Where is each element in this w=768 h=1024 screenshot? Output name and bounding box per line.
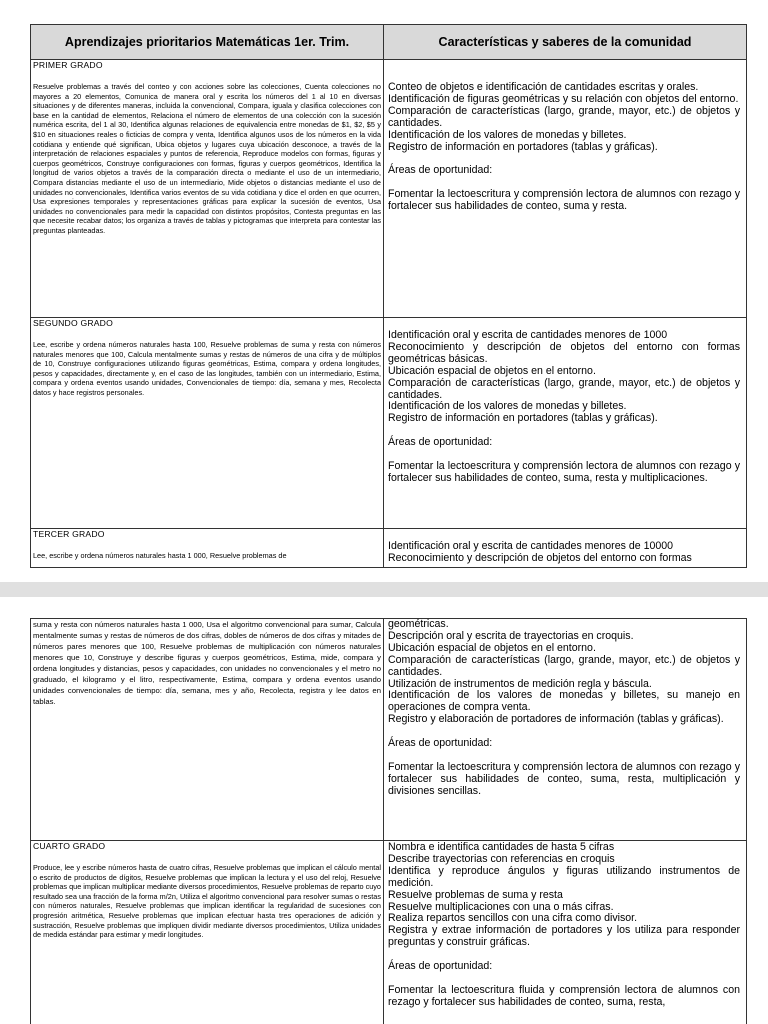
saber-line: Comparación de características (largo, grande, mayor, etc.) de objetos y cantidades. xyxy=(388,104,740,129)
header-caracteristicas: Características y saberes de la comunidad xyxy=(384,25,746,59)
cell-tercer-grado xyxy=(31,529,383,568)
saber-line: Identifica y reproduce ángulos y figuras utilizando instrumentos de medición. xyxy=(388,864,740,889)
saber-line: Descripción oral y escrita de trayectorias en croquis. xyxy=(388,629,634,642)
saber-line: Ubicación espacial de objetos en el entorno. xyxy=(388,641,596,654)
fomentar-text: Fomentar la lectoescritura fluida y comprensión lectora de alumnos con rezago y fortalecer sus habilidades de conteo, suma, resta, xyxy=(388,984,740,1008)
learning-table-continued xyxy=(30,618,747,1024)
areas-heading: Áreas de oportunidad: xyxy=(388,960,493,973)
areas-heading: Áreas de oportunidad: xyxy=(388,737,493,750)
saber-line: Nombra e identifica cantidades de hasta 5 cifras xyxy=(388,842,615,853)
saber-line: Realiza repartos sencillos con una cifra como divisor. xyxy=(388,912,638,925)
cell-segundo-grado xyxy=(31,318,383,526)
saber-line: Describe trayectorias con referencias en croquis xyxy=(388,852,615,865)
fomentar-text: Fomentar la lectoescritura y comprensión lectora de alumnos con rezago y fortalecer sus habilidades de conteo, suma, resta, multiplicación y divisiones sencillas. xyxy=(388,761,740,797)
fomentar-text: Fomentar la lectoescritura y comprensión lectora de alumnos con rezago y fortalecer sus habilidades de conteo, suma, resta y multiplicaciones. xyxy=(388,460,740,485)
grade-label: PRIMER GRADO xyxy=(33,60,103,70)
saber-line: Identificación oral y escrita de cantidades menores de 10000 xyxy=(388,541,674,552)
cell-cuarto-saberes xyxy=(388,842,740,1024)
saber-line: Identificación de figuras geométricas y su relación con objetos del entorno. xyxy=(388,92,739,105)
grade-label: TERCER GRADO xyxy=(33,529,105,539)
saber-line: Ubicación espacial de objetos en el entorno. xyxy=(388,364,596,377)
grade-label: CUARTO GRADO xyxy=(33,841,106,851)
saber-line: Comparación de características (largo, grande, mayor, etc.) de objetos y cantidades. xyxy=(388,653,740,678)
cell-primer-grado xyxy=(31,60,383,316)
fomentar-text: Fomentar la lectoescritura y comprensión lectora de alumnos con rezago y fortalecer sus habilidades de conteo, suma y resta. xyxy=(388,188,740,213)
header-aprendizajes: Aprendizajes prioritarios Matemáticas 1er. Trim. xyxy=(31,25,383,59)
saber-line: Identificación de los valores de monedas y billetes, su manejo en operaciones de compra venta. xyxy=(388,689,740,714)
aprendizajes-text: Lee, escribe y ordena números naturales hasta 1 000, Resuelve problemas de xyxy=(33,551,287,560)
saber-line: Resuelve multiplicaciones con una o más cifras. xyxy=(388,900,614,913)
saber-line: Identificación de los valores de monedas y billetes. xyxy=(388,128,627,141)
saber-line: Identificación oral y escrita de cantidades menores de 1000 xyxy=(388,330,668,341)
saber-line: Conteo de objetos e identificación de cantidades escritas y orales. xyxy=(388,82,699,93)
saber-line: Registro y elaboración de portadores de información (tablas y gráficas). xyxy=(388,713,724,726)
column-divider xyxy=(383,25,384,567)
saber-line: Reconocimiento y descripción de objetos del entorno con formas geométricas básicas. xyxy=(388,340,740,365)
saber-line: Reconocimiento y descripción de objetos del entorno con formas xyxy=(388,551,692,564)
saber-line: geométricas. xyxy=(388,619,449,630)
cell-tercer-saberes xyxy=(388,541,740,568)
page-2 xyxy=(0,597,768,1024)
saber-line: Identificación de los valores de monedas y billetes. xyxy=(388,400,627,413)
cell-tercer-grado-cont xyxy=(31,619,383,839)
aprendizajes-text: Lee, escribe y ordena números naturales hasta 100, Resuelve problemas de suma y resta con números naturales menores que 100, Calcula mentalmente sumas y restas de números de una cifra y de múltiplos de 10, Construye configuraciones utilizando figuras geométricas, Estima, compara y ordena longitudes, pesos y capacidades, directamente y, en el caso de las longitudes, también con un intermediario, Estima, compara y ordena eventos usando unidades, Convencionales de tiempo: día, semana y mes, Recolecta datos y hace registros personales. xyxy=(33,340,381,397)
saber-line: Registro de información en portadores (tablas y gráficas). xyxy=(388,140,658,153)
aprendizajes-text: Produce, lee y escribe números hasta de cuatro cifras, Resuelve problemas que implican el cálculo mental o escrito de productos de dígitos, Resuelve problemas que implican la lectura y el uso del reloj, Resuelve problemas que implican multiplicar mediante diversos procedimientos, Resuelve problemas de reparto cuyo resultado sea una fracción de la forma m/2n, Utiliza el algoritmo convencional para resolver sumas o restas con números naturales, Resuelve problemas que implican identificar la regularidad de sucesiones con progresión aritmética, Resuelve problemas que implican efectuar hasta tres operaciones de adición y sustracción, Resuelve problemas que impliquen dividir mediante diversos procedimientos, Utiliza unidades de medida estándar para estimar y medir longitudes. xyxy=(33,863,381,940)
saber-line: Comparación de características (largo, grande, mayor, etc.) de objetos y cantidades. xyxy=(388,376,740,401)
saber-line: Utilización de instrumentos de medición regla y báscula. xyxy=(388,677,652,690)
cell-tercer-saberes-cont xyxy=(388,619,740,839)
grade-label: SEGUNDO GRADO xyxy=(33,318,113,328)
saber-line: Registro de información en portadores (tablas y gráficas). xyxy=(388,412,658,425)
aprendizajes-text: suma y resta con números naturales hasta 1 000, Usa el algoritmo convencional para sumar, Calcula mentalmente sumas y restas de números de dos cifras, dobles de números de dos cifras y mitades de números pares menores que 100, Resuelve problemas de multiplicación con números naturales menores que 10, Construye y describe figuras y cuerpos geométricos, Estima, mide, compara y ordena longitudes y distancias, pesos y capacidades, con unidades no convencionales y el metro no graduado, el kilogramo y el litro, respectivamente, Estima, compara y ordena eventos usando unidades convencionales de tiempo: día, semana, mes y año, Recolecta, registra y lee datos en tablas. xyxy=(33,620,381,706)
aprendizajes-text: Resuelve problemas a través del conteo y con acciones sobre las colecciones, Cuenta colecciones no mayores a 20 elementos, Comunica de manera oral y escrita los números del 1 al 10 en diversas situaciones y de diferentes maneras, incluida la convencional, Compara, iguala y clasifica colecciones con base en la cantidad de elementos, Relaciona el número de elementos de una colección con la sucesión numérica escrita, del 1 al 30, Identifica algunas relaciones de equivalencia entre monedas de $1, $2, $5 y $10 en situaciones reales o ficticias de compra y venta, Identifica algunos usos de los números en la vida cotidiana y entiende qué significan, Ubica objetos y lugares cuya ubicación desconoce, a través de la interpretación de relaciones espaciales y puntos de referencia, Reproduce modelos con formas, figuras y cuerpos geométricos, Construye configuraciones con formas, figuras y cuerpos geométricos, Identifica la longitud de varios objetos a través de la comparación directa o mediante el uso de un intermediario, Compara distancias mediante el uso de un intermediario, Mide objetos o distancias mediante el uso de unidades no convencionales, Identifica varios eventos de su vida cotidiana y dice el orden en que ocurren, Usa expresiones temporales y representaciones gráficas para explicar la sucesión de eventos, Usa unidades no convencionales para medir la capacidad con distintos propósitos, Contesta preguntas en las que necesite recabar datos; los organiza a través de tablas y pictogramas que interpreta para contestar las preguntas planteadas. xyxy=(33,82,381,235)
cell-primer-saberes xyxy=(388,82,740,314)
areas-heading: Áreas de oportunidad: xyxy=(388,164,493,177)
saber-line: Resuelve problemas de suma y resta xyxy=(388,888,563,901)
cell-segundo-saberes xyxy=(388,330,740,526)
learning-table xyxy=(30,24,747,568)
column-divider xyxy=(383,619,384,1024)
saber-line: Registra y extrae información de portadores y los utiliza para responder preguntas y construir gráficas. xyxy=(388,924,740,949)
areas-heading: Áreas de oportunidad: xyxy=(388,436,493,449)
cell-cuarto-grado xyxy=(31,841,383,1024)
